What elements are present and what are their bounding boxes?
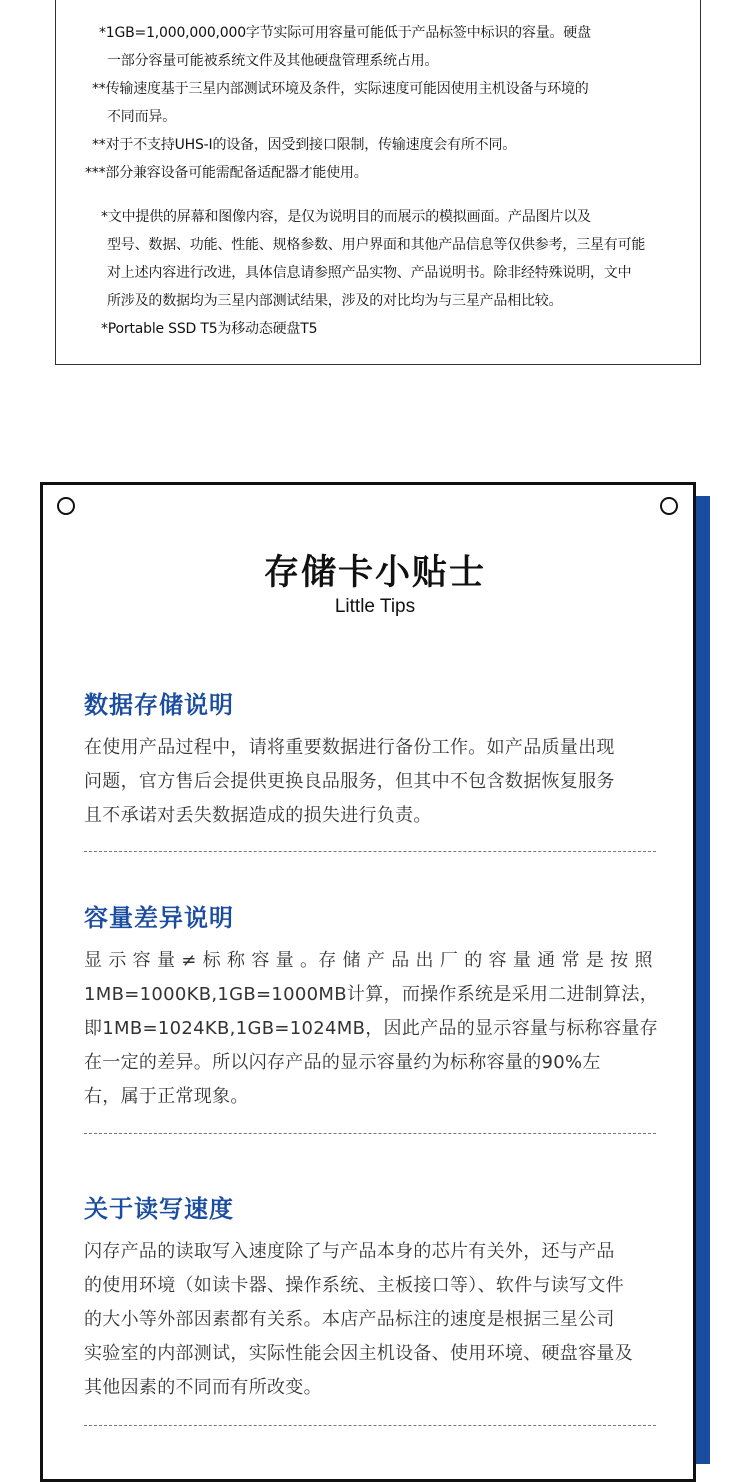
section-text-line: 的使用环境（如读卡器、操作系统、主板接口等）、软件与读写文件 [84,1275,624,1296]
card-shadow [694,496,710,1464]
section-text-line: 在一定的差异。所以闪存产品的显示容量约为标称容量的90%左 [84,1052,601,1073]
punch-hole-right-icon [660,497,678,515]
disclaimer-note: *Portable SSD T5为移动态硬盘T5 [101,321,318,337]
disclaimer-note: ***部分兼容设备可能需配备适配器才能使用。 [85,165,368,181]
section-text-line: 且不承诺对丢失数据造成的损失进行负责。 [84,805,432,826]
disclaimer-note: *文中提供的屏幕和图像内容，是仅为说明目的而展示的模拟画面。产品图片以及 [101,209,591,225]
disclaimer-note: **对于不支持UHS-I的设备，因受到接口限制，传输速度会有所不同。 [92,137,517,153]
card-subtitle: Little Tips [334,596,416,617]
section-divider [84,1425,656,1426]
card-title: 存储卡小贴士 [263,553,486,593]
section-text-line: 实验室的内部测试，实际性能会因主机设备、使用环境、硬盘容量及 [84,1343,633,1364]
disclaimer-note: **传输速度基于三星内部测试环境及条件，实际速度可能因使用主机设备与环境的 [92,81,589,97]
section-text-line: 1MB=1000KB,1GB=1000MB计算，而操作系统是采用二进制算法， [84,984,659,1005]
section-text-line: 其他因素的不同而有所改变。 [84,1377,322,1398]
disclaimer-note: *1GB=1,000,000,000字节实际可用容量可能低于产品标签中标识的容量。硬盘 [99,25,591,41]
section-text-line: 即1MB=1024KB,1GB=1024MB，因此产品的显示容量与标称容量存 [84,1018,659,1039]
section-heading-capacity: 容量差异说明 [84,904,234,932]
disclaimer-note: 不同而异。 [107,109,176,125]
section-text-line: 闪存产品的读取写入速度除了与产品本身的芯片有关外，还与产品 [84,1241,615,1262]
disclaimer-note: 对上述内容进行改进，具体信息请参照产品实物、产品说明书。除非经特殊说明，文中 [107,265,632,281]
section-heading-data-storage: 数据存储说明 [84,691,234,719]
section-divider [84,1133,656,1134]
section-text-line: 问题，官方售后会提供更换良品服务，但其中不包含数据恢复服务 [84,771,615,792]
punch-hole-left-icon [57,497,75,515]
disclaimer-note: 型号、数据、功能、性能、规格参数、用户界面和其他产品信息等仅供参考，三星有可能 [107,237,646,253]
disclaimer-note: 一部分容量可能被系统文件及其他硬盘管理系统占用。 [107,53,439,69]
section-divider [84,851,656,852]
disclaimer-note: 所涉及的数据均为三星内部测试结果，涉及的对比均为与三星产品相比较。 [107,293,563,309]
section-text-line: 的大小等外部因素都有关系。本店产品标注的速度是根据三星公司 [84,1309,615,1330]
section-text-line: 右，属于正常现象。 [84,1086,249,1107]
section-text-line: 显 示 容 量 ≠ 标 称 容 量 。存 储 产 品 出 厂 的 容 量 通 常 是 按 照 [84,950,653,971]
section-heading-speed: 关于读写速度 [84,1195,234,1223]
section-text-line: 在使用产品过程中，请将重要数据进行备份工作。如产品质量出现 [84,737,615,758]
